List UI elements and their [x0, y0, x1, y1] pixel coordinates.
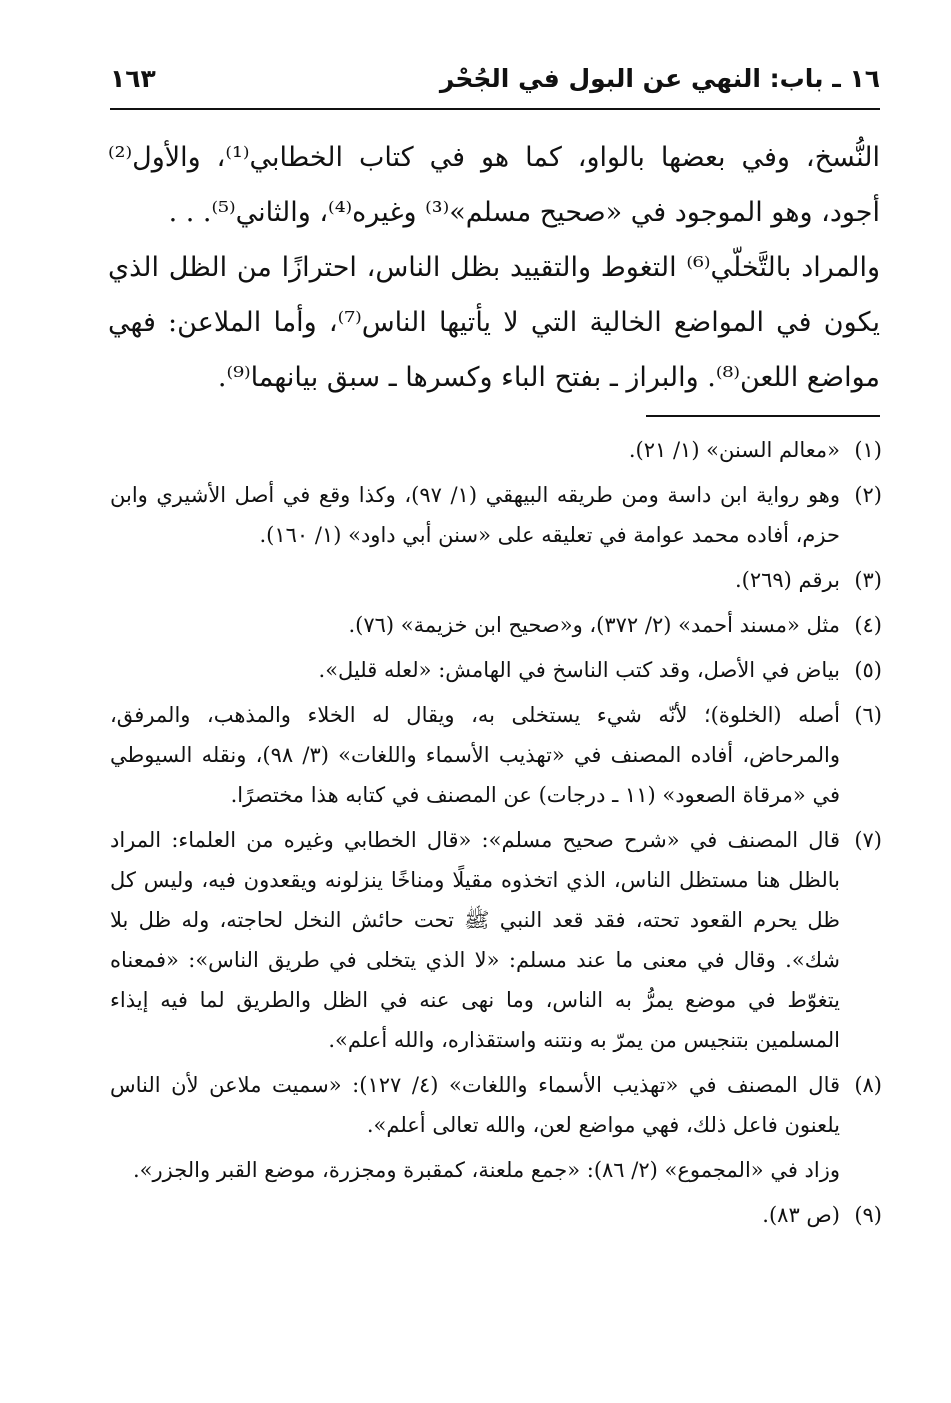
- footnote-number: (٣): [854, 568, 882, 592]
- footnote-item: [110, 430, 882, 470]
- page-header: [110, 62, 880, 102]
- footnote-text: وهو رواية ابن داسة ومن طريقه البيهقي (١/ ٩٧)، وكذا وقع في أصل الأشيري وابن حزم، أفاده محمد عوامة في تعليقه على «سنن أبي داود» (١/ ١٦٠).: [110, 483, 841, 547]
- footnote-item: [110, 475, 882, 555]
- footnote-divider: [646, 415, 880, 417]
- footnote-number: (٨): [854, 1073, 882, 1097]
- footnote-item: [110, 1065, 882, 1145]
- footnote-text: مثل «مسند أحمد» (٢/ ٣٧٢)، و«صحيح ابن خزيمة» (٧٦).: [348, 613, 840, 637]
- main-paragraph: النُّسخ، وفي بعضها بالواو، كما هو في كتاب الخطابي⁽¹⁾، والأول⁽²⁾ أجود، وهو الموجود في «صحيح مسلم»⁽³⁾ وغيره⁽⁴⁾، والثاني⁽⁵⁾. . .: [108, 142, 880, 228]
- page-number: ١٦٣: [110, 64, 156, 93]
- footnote-number: (٢): [854, 483, 882, 507]
- main-text: [108, 130, 880, 405]
- footnote-text: أصله (الخلوة)؛ لأنّه شيء يستخلى به، ويقال له الخلاء والمذهب، والمرفق، والمرحاض، أفاده المصنف في «تهذيب الأسماء واللغات» (٣/ ٩٨)، ونقله السيوطي في «مرقاة الصعود» (١١ ـ درجات) عن المصنف في كتابه هذا مختصرًا.: [110, 703, 840, 807]
- footnote-continuation: وزاد في «المجموع» (٢/ ٨٦): «جمع ملعنة، كمقبرة ومجزرة، موضع القبر والجزر».: [132, 1158, 840, 1182]
- footnotes: [110, 430, 882, 1240]
- footnote-text: بياض في الأصل، وقد كتب الناسخ في الهامش: «لعله قليل».: [318, 658, 840, 682]
- footnote-text: برقم (٢٦٩).: [734, 568, 840, 592]
- main-paragraph: والمراد بالتَّخلّي⁽⁶⁾ التغوط والتقييد بظل الناس، احترازًا من الظل الذي يكون في المواضع الخالية التي لا يأتيها الناس⁽⁷⁾، وأما الملاعن: فهي مواضع اللعن⁽⁸⁾. والبراز ـ بفتح الباء وكسرها ـ سبق بيانهما⁽⁹⁾.: [108, 252, 880, 393]
- footnote-text: (ص ٨٣).: [762, 1203, 840, 1227]
- footnote-item: [110, 650, 882, 690]
- footnote-number: (٥): [854, 658, 882, 682]
- footnote-number: (١): [854, 438, 882, 462]
- chapter-title: ١٦ ـ باب: النهي عن البول في الجُحْر: [439, 64, 880, 93]
- footnote-item: [110, 605, 882, 645]
- footnote-number: (٧): [854, 828, 882, 852]
- footnote-text: قال المصنف في «شرح صحيح مسلم»: «قال الخطابي وغيره من العلماء: المراد بالظل هنا مستظل الناس، الذي اتخذوه مقيلًا ومناخًا ينزلونه ويقعدون فيه، وليس كل ظل يحرم القعود تحته، فقد قعد النبي ﷺ تحت حائش النخل لحاجته، وله ظل بلا شك». وقال في معنى ما عند مسلم: «لا الذي يتخلى في طريق الناس»: «فمعناه يتغوّط في موضع يمرُّ به الناس، وما نهى عنه في الظل والطريق لما فيه إيذاء المسلمين بتنجيس من يمرّ به ونتنه واستقذاره، والله أعلم».: [110, 828, 840, 1052]
- footnote-number: (٤): [854, 613, 882, 637]
- footnote-number: (٦): [854, 703, 882, 727]
- footnote-item: [110, 695, 882, 815]
- footnote-number: (٩): [854, 1203, 882, 1227]
- footnote-text: «معالم السنن» (١/ ٢١).: [628, 438, 840, 462]
- footnote-text: قال المصنف في «تهذيب الأسماء واللغات» (٤/ ١٢٧): «سميت ملاعن لأن الناس يلعنون فاعل ذلك، فهي مواضع لعن، والله تعالى أعلم».: [110, 1073, 840, 1137]
- footnote-item: [110, 560, 882, 600]
- footnote-item: [110, 820, 882, 1060]
- header-divider: [110, 108, 880, 110]
- footnote-item: [110, 1195, 882, 1235]
